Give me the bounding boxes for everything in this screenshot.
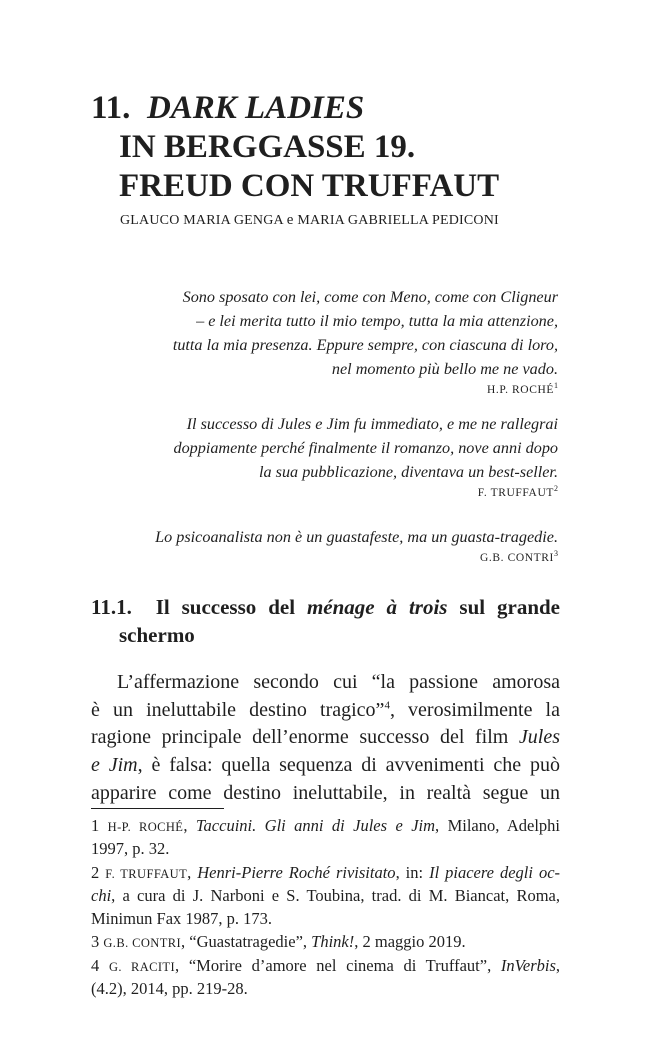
epigraph-source: H.P. ROCHÉ$^1$ bbox=[486, 381, 558, 396]
footnote-2-cont: chi, a cura di J. Narboni e S. Toubina, trad. di M. Biancat, Roma, bbox=[91, 885, 560, 905]
section-title-line1: 11.1. Il successo del ménage à trois sul grande bbox=[91, 595, 560, 619]
chapter-number: 11. bbox=[91, 90, 131, 126]
epigraph-line: Lo psicoanalista non è un guastafeste, ma un guasta-tragedie. bbox=[155, 528, 558, 546]
body-line: è un ineluttabile destino tragico”$^4$, verosimilmente la bbox=[91, 698, 560, 721]
authors-conjunction: e bbox=[286, 212, 294, 228]
section-number: 11.1. bbox=[91, 595, 132, 619]
footnote-divider bbox=[91, 808, 224, 809]
section-title-line2: schermo bbox=[119, 623, 195, 647]
chapter-authors bbox=[120, 212, 499, 229]
body-line: L’affermazione secondo cui “la passione amorosa bbox=[117, 671, 560, 693]
author-1: GLAUCO MARIA GENGA bbox=[120, 213, 284, 228]
epigraph-line: Il successo di Jules e Jim fu immediato, e me ne rallegrai bbox=[186, 415, 558, 433]
footnote-2-cont: Minimun Fax 1987, p. 173. bbox=[91, 909, 273, 929]
epigraph-line: nel momento più bello me ne vado. bbox=[331, 360, 558, 378]
section-title-italic: ménage à trois bbox=[306, 595, 448, 619]
epigraph-line: Sono sposato con lei, come con Meno, come con Cligneur bbox=[182, 288, 558, 306]
epigraph-source: F. TRUFFAUT$^2$ bbox=[477, 484, 558, 499]
author-2: MARIA GABRIELLA PEDICONI bbox=[297, 213, 499, 228]
footnote-1-cont: 1997, p. 32. bbox=[91, 839, 170, 859]
footnote-4-cont: (4.2), 2014, pp. 219-28. bbox=[91, 979, 248, 999]
epigraph-1 bbox=[173, 285, 558, 396]
footnotes bbox=[91, 814, 560, 1000]
epigraph-source: G.B. CONTRI$^3$ bbox=[479, 549, 558, 564]
footnote-1: 1 H-P. ROCHÉ, Taccuini. Gli anni di Jules e Jim, Milano, Adelphi bbox=[91, 816, 560, 835]
footnote-4: 4 G. RACITI, “Morire d’amore nel cinema di Truffaut”, InVerbis, bbox=[91, 955, 560, 975]
epigraph-2 bbox=[173, 412, 558, 499]
footnote-2: 2 F. TRUFFAUT, Henri-Pierre Roché rivisitato, in: Il piacere degli oc- bbox=[91, 862, 560, 882]
chapter-title-italic: DARK LADIES bbox=[146, 90, 365, 126]
chapter-title-line3: FREUD CON TRUFFAUT bbox=[119, 168, 500, 204]
body-line: apparire come destino ineluttabile, in realtà segue un bbox=[91, 781, 560, 804]
footnote-ref: 4 bbox=[384, 699, 390, 712]
epigraph-line: tutta la mia presenza. Eppure sempre, con ciascuna di loro, bbox=[172, 336, 558, 354]
epigraph-line: – e lei merita tutto il mio tempo, tutta la mia attenzione, bbox=[196, 312, 558, 330]
chapter-title-line2: IN BERGGASSE 19. bbox=[119, 129, 416, 165]
body-line: ragione principale dell’enorme successo del film Jules bbox=[91, 726, 560, 749]
body-paragraph bbox=[91, 669, 560, 807]
epigraph-line: la sua pubblicazione, diventava un best-seller. bbox=[259, 463, 558, 481]
epigraph-3 bbox=[155, 525, 558, 564]
chapter-title-line1 bbox=[91, 88, 364, 128]
epigraph-line: doppiamente perché finalmente il romanzo, nove anni dopo bbox=[173, 439, 558, 457]
footnote-3: 3 G.B. CONTRI, “Guastatragedie”, Think!, 2 maggio 2019. bbox=[91, 932, 466, 952]
body-line: e Jim, è falsa: quella sequenza di avvenimenti che può bbox=[91, 754, 560, 777]
